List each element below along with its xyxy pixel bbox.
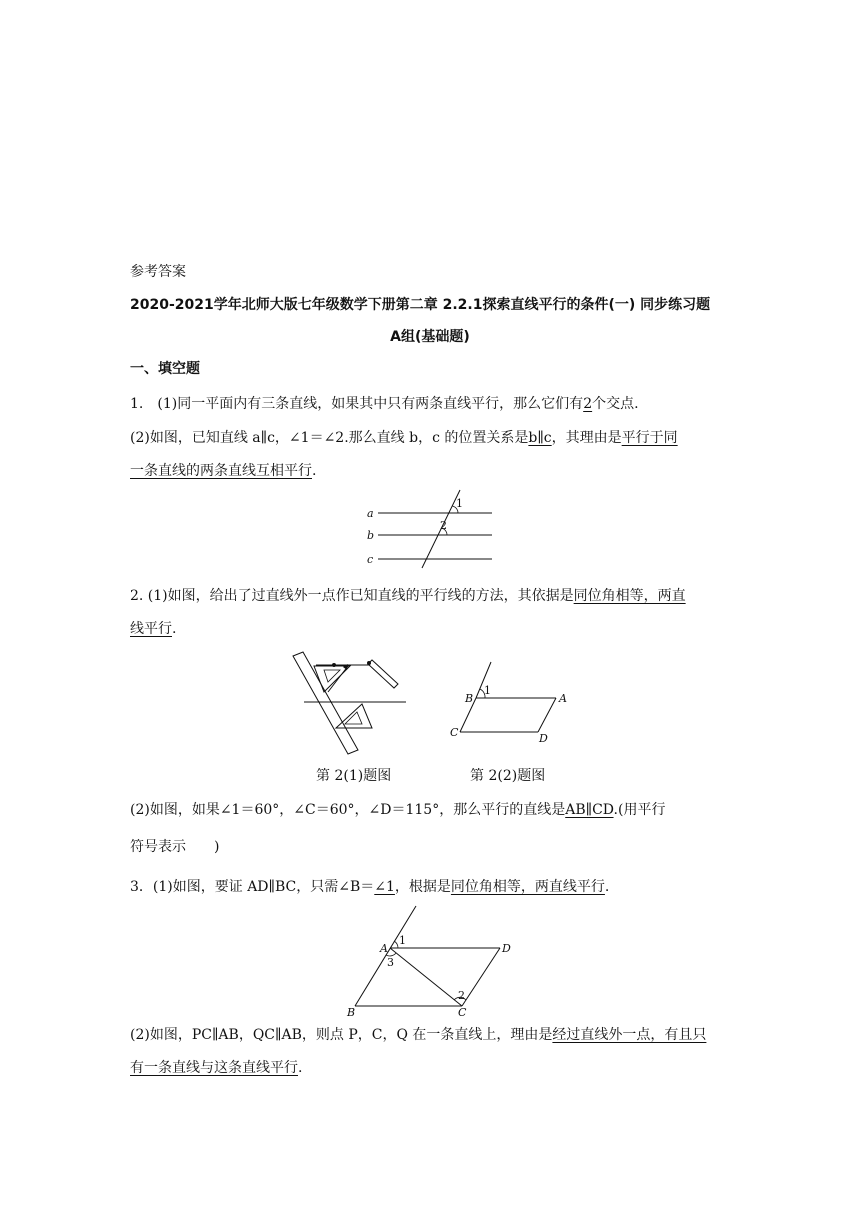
q1-part2-text: (2)如图，已知直线 a∥c，∠1＝∠2.那么直线 b，c 的位置关系是 — [130, 430, 529, 446]
q2-part1-end: . — [172, 621, 177, 637]
q1-part2-answer1: b∥c — [528, 430, 552, 446]
q1-part2-end: . — [312, 463, 317, 479]
q3-part1-text: 3．(1)如图，要证 AD∥BC，只需∠B＝ — [130, 879, 375, 895]
label-b: b — [367, 529, 375, 542]
q2-part1-text: 2. (1)如图，给出了过直线外一点作已知直线的平行线的方法，其依据是 — [130, 588, 574, 604]
page-title: 2020-2021学年北师大版七年级数学下册第二章 2.2.1探索直线平行的条件(一) 同步练习题 — [130, 297, 711, 313]
q3-part1-answer1: ∠1 — [374, 879, 395, 895]
q1-part2 — [130, 428, 678, 448]
q1-part2-mid: ，其理由是 — [551, 430, 622, 446]
q2-part2-end: .(用平行 — [613, 802, 666, 818]
pencil — [368, 660, 398, 688]
q3-part2 — [130, 1025, 706, 1045]
q2-part1 — [130, 586, 686, 606]
label-angle-1: 1 — [399, 934, 406, 947]
q3-part2-cont — [130, 1058, 302, 1078]
label-D: D — [539, 732, 548, 744]
q3-part1-answer2: 同位角相等，两直线平行 — [450, 879, 605, 895]
answer-label: 参考答案 — [130, 264, 186, 280]
q2-part2 — [130, 800, 665, 820]
q2-figure-2 — [448, 658, 573, 744]
section-heading: 一、填空题 — [130, 361, 200, 377]
q1-part2-answer2b: 一条直线的两条直线互相平行 — [130, 463, 312, 479]
label-C: C — [450, 726, 459, 739]
label-B: B — [465, 692, 474, 705]
q3-part1-mid: ，根据是 — [394, 879, 451, 895]
q1-part1-answer: 2 — [583, 396, 593, 412]
label-angle-1: 1 — [484, 684, 491, 697]
angle-1-arc — [394, 941, 398, 948]
label-angle-2: 2 — [458, 989, 465, 1002]
label-B: B — [347, 1006, 356, 1016]
q2-part1-cont — [130, 619, 176, 639]
label-A: A — [380, 942, 388, 955]
label-D: D — [502, 942, 511, 955]
set-square-bottom — [336, 704, 372, 728]
point-dot-left — [332, 663, 336, 667]
q2-caption-1: 第 2(1)题图 — [316, 768, 392, 784]
q2-part2-text: (2)如图，如果∠1＝60°，∠C＝60°，∠D＝115°，那么平行的直线是 — [130, 802, 566, 818]
q3-part2-answer-a: 经过直线外一点，有且只 — [552, 1027, 707, 1043]
q2-figure-1 — [290, 648, 415, 756]
q1-part1 — [130, 394, 639, 414]
q2-caption-2: 第 2(2)题图 — [470, 768, 546, 784]
label-angle-2: 2 — [440, 519, 447, 532]
q1-figure — [360, 486, 500, 570]
q1-part2-cont — [130, 461, 316, 481]
label-A: A — [559, 692, 567, 705]
q2-part1-answer-a: 同位角相等，两直 — [573, 588, 686, 604]
q1-part2-answer2a: 平行于同 — [621, 430, 678, 446]
q3-part2-end: . — [298, 1060, 303, 1076]
label-angle-1: 1 — [456, 497, 463, 510]
q3-part1 — [130, 877, 609, 897]
q2-part2-answer: AB∥CD — [565, 802, 614, 818]
q1-part1-text: 1. (1)同一平面内有三条直线，如果其中只有两条直线平行，那么它们有 — [130, 396, 584, 412]
label-a: a — [367, 507, 374, 520]
q3-part2-answer-b: 有一条直线与这条直线平行 — [130, 1060, 298, 1076]
q3-part1-end: . — [604, 879, 610, 895]
segment-DC — [462, 948, 500, 1006]
q3-part2-text: (2)如图，PC∥AB，QC∥AB，则点 P，C，Q 在一条直线上，理由是 — [130, 1027, 553, 1043]
line-through-A — [355, 906, 416, 1006]
label-C: C — [458, 1006, 467, 1016]
diagonal-AC — [390, 948, 462, 1006]
q1-part1-end: 个交点. — [592, 396, 639, 412]
label-angle-3: 3 — [387, 956, 394, 969]
q2-part2-cont: 符号表示 ) — [130, 839, 220, 855]
segment-AD — [538, 698, 556, 732]
label-c: c — [367, 553, 374, 566]
q3-figure — [340, 904, 520, 1016]
point-dot-right — [367, 661, 371, 665]
group-heading: A组(基础题) — [390, 329, 470, 345]
q2-part1-answer-b: 线平行 — [130, 621, 172, 637]
